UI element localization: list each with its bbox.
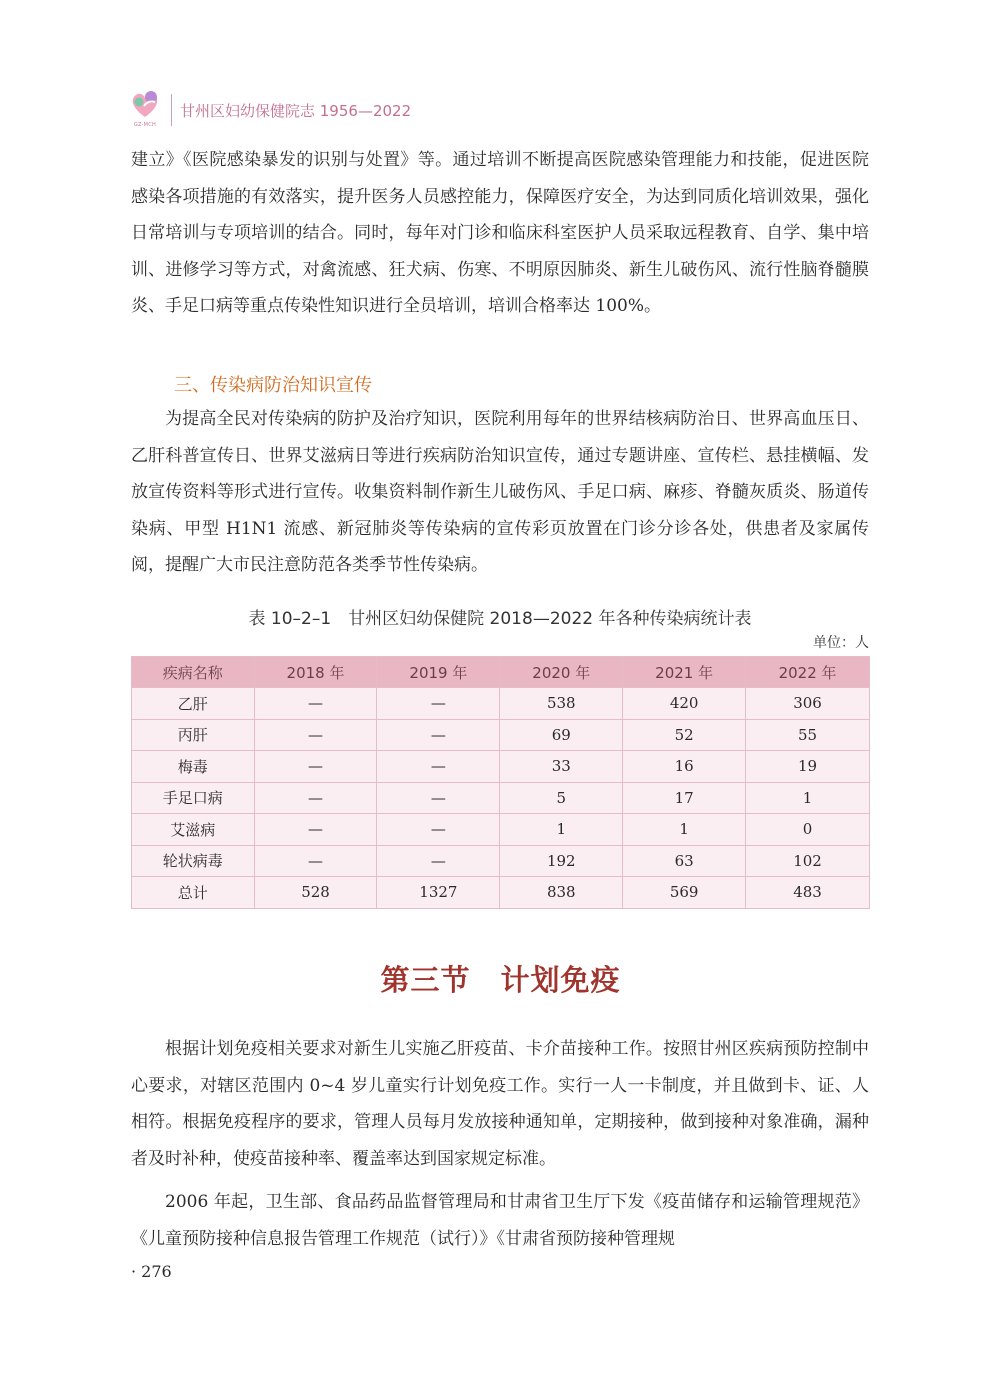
table-cell: 838 [500, 877, 623, 909]
column-header: 2020 年 [500, 657, 623, 688]
table-cell: 306 [746, 688, 870, 720]
section-title: 第三节 计划免疫 [380, 963, 621, 997]
table-total-row [132, 877, 870, 909]
table-cell: 538 [500, 688, 623, 720]
column-header: 2021 年 [623, 657, 746, 688]
book-title: 甘州区妇幼保健院志 1956—2022 [180, 102, 412, 120]
table-cell: 63 [623, 845, 746, 877]
table-row [132, 782, 870, 814]
table-cell: 1 [500, 814, 623, 846]
table-cell: 5 [500, 782, 623, 814]
table-cell: 1 [623, 814, 746, 846]
table-cell: 1327 [377, 877, 500, 909]
table-cell: — [377, 814, 500, 846]
disease-name-cell: 轮状病毒 [132, 845, 255, 877]
table-header-row [132, 657, 870, 688]
table-cell: — [377, 845, 500, 877]
header-divider [171, 94, 172, 126]
table-cell: — [254, 782, 377, 814]
logo-text: GZ·MCH [133, 122, 157, 128]
table-cell: — [377, 782, 500, 814]
table-cell: 420 [623, 688, 746, 720]
table-cell: 19 [746, 751, 870, 783]
table-cell: 192 [500, 845, 623, 877]
hospital-logo [128, 86, 162, 132]
table-cell: 16 [623, 751, 746, 783]
running-header [128, 86, 528, 132]
body-paragraph: 建立》《医院感染暴发的识别与处置》等。通过培训不断提高医院感染管理能力和技能，促进医院感染各项措施的有效落实，提升医务人员感控能力，保障医疗安全，为达到同质化培训效果，强化日常培训与专项培训的结合。同时，每年对门诊和临床科室医护人员采取远程教育、自学、集中培训、进修学习等方式，对禽流感、狂犬病、伤寒、不明原因肺炎、新生儿破伤风、流行性脑脊髓膜炎、手足口病等重点传染性知识进行全员培训，培训合格率达 100%。 [131, 150, 869, 317]
table-cell: — [254, 814, 377, 846]
table-cell: — [377, 751, 500, 783]
table-caption: 表 10–2–1 甘州区妇幼保健院 2018—2022 年各种传染病统计表 [248, 609, 752, 629]
column-header: 2018 年 [254, 657, 377, 688]
column-header: 2022 年 [746, 657, 870, 688]
disease-name-cell: 乙肝 [132, 688, 255, 720]
disease-name-cell: 艾滋病 [132, 814, 255, 846]
publicity-text-block [131, 401, 869, 584]
table-cell: — [254, 845, 377, 877]
column-header: 疾病名称 [132, 657, 255, 688]
table-cell: — [254, 719, 377, 751]
disease-name-cell: 梅毒 [132, 751, 255, 783]
subsection-heading: 三、传染病防治知识宣传 [174, 375, 372, 396]
table-cell: 569 [623, 877, 746, 909]
table-row [132, 688, 870, 720]
table-cell: — [377, 719, 500, 751]
table-cell: 102 [746, 845, 870, 877]
table-cell: 55 [746, 719, 870, 751]
table-cell: 33 [500, 751, 623, 783]
body-paragraph: 为提高全民对传染病的防护及治疗知识，医院利用每年的世界结核病防治日、世界高血压日、乙肝科普宣传日、世界艾滋病日等进行疾病防治知识宣传，通过专题讲座、宣传栏、悬挂横幅、发放宣传资料等形式进行宣传。收集资料制作新生儿破伤风、手足口病、麻疹、脊髓灰质炎、肠道传染病、甲型 H1N1 流感、新冠肺炎等传染病的宣传彩页放置在门诊分诊各处，供患者及家属传阅，提醒广大市民注意防范各类季节性传染病。 [131, 409, 869, 576]
disease-name-cell: 总计 [132, 877, 255, 909]
column-header: 2019 年 [377, 657, 500, 688]
table-cell: 17 [623, 782, 746, 814]
table-cell: 0 [746, 814, 870, 846]
table-cell: — [254, 688, 377, 720]
immunization-text-block [131, 1031, 869, 1258]
table-cell: 528 [254, 877, 377, 909]
table-row [132, 845, 870, 877]
disease-statistics-table [131, 656, 870, 909]
table-cell: 1 [746, 782, 870, 814]
body-paragraph: 2006 年起，卫生部、食品药品监督管理局和甘肃省卫生厅下发《疫苗储存和运输管理规范》《儿童预防接种信息报告管理工作规范（试行）》《甘肃省预防接种管理规 [131, 1192, 869, 1249]
table-cell: 52 [623, 719, 746, 751]
table-cell: 69 [500, 719, 623, 751]
table-row [132, 751, 870, 783]
page-number: · 276 [131, 1262, 172, 1281]
table-unit: 单位：人 [813, 635, 869, 651]
disease-name-cell: 手足口病 [132, 782, 255, 814]
table-cell: — [377, 688, 500, 720]
disease-name-cell: 丙肝 [132, 719, 255, 751]
body-paragraph: 根据计划免疫相关要求对新生儿实施乙肝疫苗、卡介苗接种工作。按照甘州区疾病预防控制中心要求，对辖区范围内 0~4 岁儿童实行计划免疫工作。实行一人一卡制度，并且做到卡、证、人相符。根据免疫程序的要求，管理人员每月发放接种通知单，定期接种，做到接种对象准确，漏种者及时补种，使疫苗接种率、覆盖率达到国家规定标准。 [131, 1039, 869, 1169]
table-cell: — [254, 751, 377, 783]
table-row [132, 719, 870, 751]
table-row [132, 814, 870, 846]
intro-text-block [131, 142, 869, 325]
table-cell: 483 [746, 877, 870, 909]
